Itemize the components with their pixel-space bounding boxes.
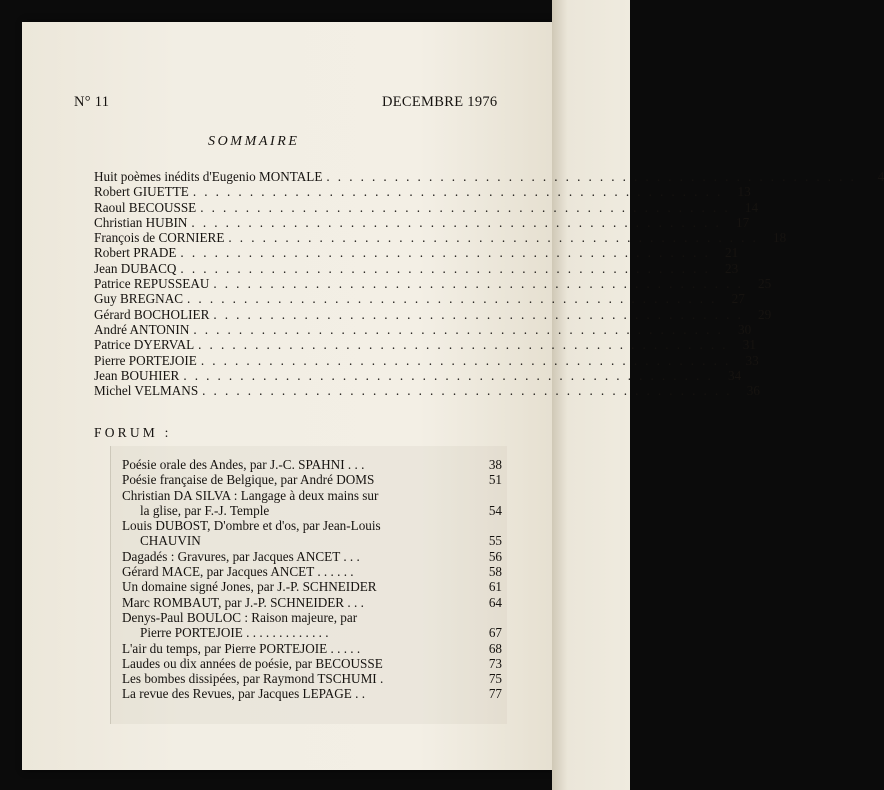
dot-leader: . . . . . . . . . . . . . . . . . . . . . . . . . . . . . . . . . . . . . . . . . . . . . . .: [183, 367, 714, 383]
toc-entry: [94, 169, 884, 184]
page-number: 54: [488, 502, 502, 518]
toc-entry: [122, 641, 502, 656]
page-number: [478, 518, 502, 533]
entry-title: CHAUVIN: [140, 533, 201, 549]
page-number: 51: [488, 472, 502, 488]
entry-title: L'air du temps, par Pierre PORTEJOIE . . . . .: [122, 640, 361, 656]
page-number: 29: [758, 306, 772, 322]
dot-leader: . . . . . . . . . . . . . . . . . . . . . . . . . . . . . . . . . . . . . . . . . . . . . . .: [198, 337, 728, 353]
dot-leader: [360, 641, 478, 656]
entry-title: Jean BOUHIER: [94, 367, 180, 383]
entry-title: Christian DA SILVA : Langage à deux mains sur: [122, 487, 379, 503]
entry-title: Michel VELMANS: [94, 383, 199, 399]
entry-title: Laudes ou dix années de poésie, par BECOUSSE: [122, 655, 383, 671]
page-number: 64: [488, 594, 502, 610]
entry-title: Pierre PORTEJOIE . . . . . . . . . . . . .: [140, 625, 329, 641]
toc-entry: [122, 579, 502, 594]
toc-entry: [122, 671, 502, 686]
toc-entry: [94, 260, 739, 276]
page-number: 31: [742, 337, 756, 353]
entry-title: Patrice REPUSSEAU: [94, 276, 210, 292]
entry-title: Dagadés : Gravures, par Jacques ANCET . . .: [122, 548, 360, 564]
dot-leader: . . . . . . . . . . . . . . . . . . . . . . . . . . . . . . . . . . . . . . . . . . . . . . .: [200, 199, 731, 215]
entry-title: Christian HUBIN: [94, 214, 188, 230]
dot-leader: [364, 457, 478, 472]
page-number: 27: [731, 291, 745, 307]
dot-leader: . . . . . . . . . . . . . . . . . . . . . . . . . . . . . . . . . . . . . . . . . . . . . . .: [180, 260, 711, 276]
entry-title: Robert PRADE: [94, 245, 177, 261]
page-number: 21: [725, 245, 739, 261]
entry-title: Un domaine signé Jones, par J.-P. SCHNEIDER: [122, 579, 377, 595]
table-of-contents: [94, 169, 884, 399]
dot-leader: . . . . . . . . . . . . . . . . . . . . . . . . . . . . . . . . . . . . . . . . . . . . . . .: [326, 169, 857, 184]
toc-entry: [94, 276, 772, 292]
toc-entry: [122, 472, 502, 487]
entry-title: Louis DUBOST, D'ombre et d'os, par Jean-Louis: [122, 518, 381, 534]
entry-title: Raoul BECOUSSE: [94, 199, 197, 215]
dot-leader: . . . . . . . . . . . . . . . . . . . . . . . . . . . . . . . . . . . . . . . . . . . . . . .: [180, 245, 711, 261]
page-number: 13: [737, 184, 751, 200]
page-number: 55: [488, 533, 502, 549]
toc-entry: [94, 306, 772, 322]
page-number: 38: [488, 457, 502, 472]
toc-entry: [94, 184, 751, 200]
dot-leader: [329, 625, 478, 640]
toc-entry: [94, 367, 742, 383]
page-number: 30: [737, 321, 752, 337]
entry-title: Denys-Paul BOULOC : Raison majeure, par: [122, 609, 358, 625]
dot-leader: [269, 503, 478, 518]
toc-entry: [122, 549, 502, 564]
toc-entry: [94, 214, 750, 230]
page-number: 33: [745, 352, 759, 368]
page-number: 56: [488, 548, 502, 564]
dot-leader: . . . . . . . . . . . . . . . . . . . . . . . . . . . . . . . . . . . . . . . . . . . . . . .: [200, 352, 731, 368]
page-number: 61: [488, 579, 502, 595]
dot-leader: [383, 671, 478, 686]
page-number: 58: [488, 564, 502, 580]
forum-contents: [122, 457, 502, 702]
toc-entry: [94, 291, 745, 307]
toc-entry: [122, 518, 502, 533]
toc-entry: [94, 230, 787, 246]
page-number: 36: [746, 383, 760, 399]
dot-leader: [354, 564, 478, 579]
dot-leader: . . . . . . . . . . . . . . . . . . . . . . . . . . . . . . . . . . . . . . . . . . . . . . .: [193, 321, 724, 337]
toc-entry: [94, 199, 759, 215]
toc-entry: [122, 503, 502, 518]
toc-entry: [94, 383, 760, 399]
entry-title: Robert GIUETTE: [94, 184, 189, 200]
entry-title: Gérard MACE, par Jacques ANCET . . . . . .: [122, 564, 354, 580]
entry-title: La revue des Revues, par Jacques LEPAGE . .: [122, 686, 366, 702]
page-number: [478, 610, 502, 625]
page-number: 73: [488, 655, 502, 671]
page-number: 68: [488, 640, 502, 656]
toc-entry: [122, 533, 502, 548]
dot-leader: [381, 518, 478, 533]
toc-entry: [122, 595, 502, 610]
dot-leader: . . . . . . . . . . . . . . . . . . . . . . . . . . . . . . . . . . . . . . . . . . . . . . .: [213, 276, 744, 292]
dot-leader: . . . . . . . . . . . . . . . . . . . . . . . . . . . . . . . . . . . . . . . . . . . . . . .: [191, 214, 722, 230]
page-number: 23: [725, 260, 739, 276]
page-number: 67: [488, 625, 502, 641]
dot-leader: . . . . . . . . . . . . . . . . . . . . . . . . . . . . . . . . . . . . . . . . . . . . . . .: [213, 306, 744, 322]
entry-title: Patrice DYERVAL: [94, 337, 195, 353]
toc-entry: [94, 245, 739, 261]
entry-title: Jean DUBACQ: [94, 260, 177, 276]
entry-title: Huit poèmes inédits d'Eugenio MONTALE: [94, 169, 323, 184]
dot-leader: [383, 656, 478, 671]
entry-title: Les bombes dissipées, par Raymond TSCHUMI .: [122, 671, 384, 687]
entry-title: François de CORNIERE: [94, 230, 225, 246]
dot-leader: . . . . . . . . . . . . . . . . . . . . . . . . . . . . . . . . . . . . . . . . . . . . . . .: [187, 291, 717, 307]
dot-leader: [360, 549, 478, 564]
toc-entry: [94, 321, 752, 337]
toc-entry: [122, 457, 502, 472]
entry-title: Marc ROMBAUT, par J.-P. SCHNEIDER . . .: [122, 594, 364, 610]
page-number: 18: [773, 230, 787, 246]
dot-leader: [201, 533, 478, 548]
dot-leader: [364, 595, 478, 610]
toc-entry: [122, 610, 502, 625]
dot-leader: [378, 488, 478, 503]
entry-title: Gérard BOCHOLIER: [94, 306, 210, 322]
toc-entry: [122, 488, 502, 503]
issue-number: N° 11: [74, 94, 110, 110]
dot-leader: . . . . . . . . . . . . . . . . . . . . . . . . . . . . . . . . . . . . . . . . . . . . . . .: [192, 184, 723, 200]
page-number: 25: [758, 276, 772, 292]
dot-leader: [357, 610, 478, 625]
entry-title: la glise, par F.-J. Temple: [140, 502, 270, 518]
dot-leader: [365, 686, 478, 701]
entry-title: Poésie française de Belgique, par André DOMS: [122, 472, 375, 488]
forum-heading: FORUM :: [94, 425, 172, 440]
dot-leader: . . . . . . . . . . . . . . . . . . . . . . . . . . . . . . . . . . . . . . . . . . . . . . .: [228, 230, 759, 246]
page-title: SOMMAIRE: [208, 134, 300, 149]
page-number: 34: [727, 367, 742, 383]
page-number: 4: [877, 169, 884, 184]
toc-entry: [122, 656, 502, 671]
page-number: 14: [744, 199, 759, 215]
page-number: 75: [488, 671, 502, 687]
dot-leader: [377, 579, 478, 594]
toc-entry: [122, 564, 502, 579]
toc-entry: [94, 352, 759, 368]
page-number: 17: [736, 214, 750, 230]
dot-leader: . . . . . . . . . . . . . . . . . . . . . . . . . . . . . . . . . . . . . . . . . . . . . . .: [202, 383, 732, 399]
toc-entry: [94, 337, 756, 353]
toc-entry: [122, 625, 502, 640]
entry-title: Pierre PORTEJOIE: [94, 352, 197, 368]
entry-title: Guy BREGNAC: [94, 291, 184, 307]
entry-title: Poésie orale des Andes, par J.-C. SPAHNI . . .: [122, 457, 365, 472]
issue-date: DECEMBRE 1976: [382, 94, 498, 110]
entry-title: André ANTONIN: [94, 321, 190, 337]
dot-leader: [374, 472, 478, 487]
toc-entry: [122, 686, 502, 701]
page-number: 77: [488, 686, 502, 702]
page-number: [478, 488, 502, 503]
